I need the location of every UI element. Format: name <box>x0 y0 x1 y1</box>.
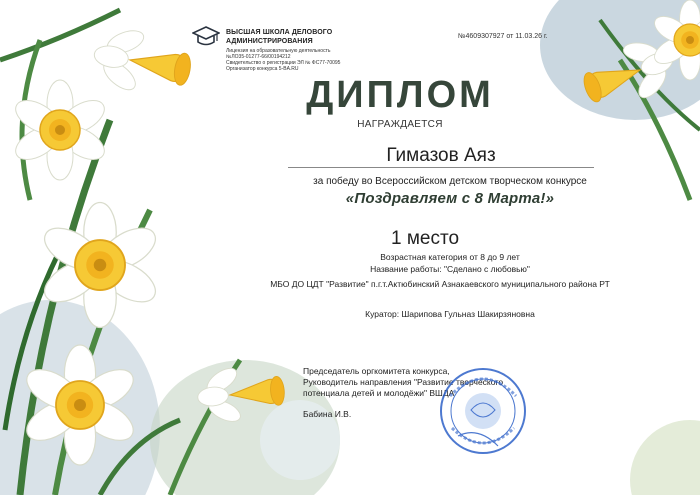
age-category: Возрастная категория от 8 до 9 лет <box>380 252 520 262</box>
contest-organizer: Организатор конкурса 5-BA.RU <box>226 66 299 72</box>
signature-line: Председатель оргкомитета конкурса, <box>303 366 450 376</box>
award-reason: за победу во Всероссийском детском творческом конкурсе <box>313 176 587 187</box>
place-award: 1 место <box>390 228 460 249</box>
document-number: №4609307927 от 11.03.26 г. <box>458 33 548 40</box>
organization-details <box>226 48 426 72</box>
institution: МБО ДО ЦДТ "Развитие" п.г.т.Актюбинский Азнакаевского муниципального района РТ <box>270 279 610 289</box>
recipient-name: Гимазов Аяз <box>386 145 496 166</box>
license-number: №ЛО35-01277-66/00194212 <box>226 54 291 60</box>
contest-name: «Поздравляем с 8 Марта!» <box>345 190 555 207</box>
diploma-title: ДИПЛОМ <box>306 74 494 116</box>
round-stamp <box>438 366 528 456</box>
work-title: Название работы: "Сделано с любовью" <box>370 264 530 274</box>
recipient-underline <box>288 167 594 168</box>
graduation-cap-icon <box>192 26 220 48</box>
signature-line: потенциала детей и молодёжи" ВШДА <box>303 388 455 398</box>
signature-line: Руководитель направления "Развитие творческого <box>303 377 504 387</box>
signatory-name: Бабина И.В. <box>303 409 352 419</box>
diploma-subtitle: НАГРАЖДАЕТСЯ <box>357 119 443 130</box>
license-label: Лицензия на образовательную деятельность <box>226 48 331 54</box>
curator: Куратор: Шарипова Гульназ Шакирзяновна <box>365 309 535 319</box>
registration-certificate: Свидетельство о регистрации ЭЛ № ФС77-70095 <box>226 60 341 66</box>
organization-name: ВЫСШАЯ ШКОЛА ДЕЛОВОГО АДМИНИСТРИРОВАНИЯ <box>226 29 333 45</box>
